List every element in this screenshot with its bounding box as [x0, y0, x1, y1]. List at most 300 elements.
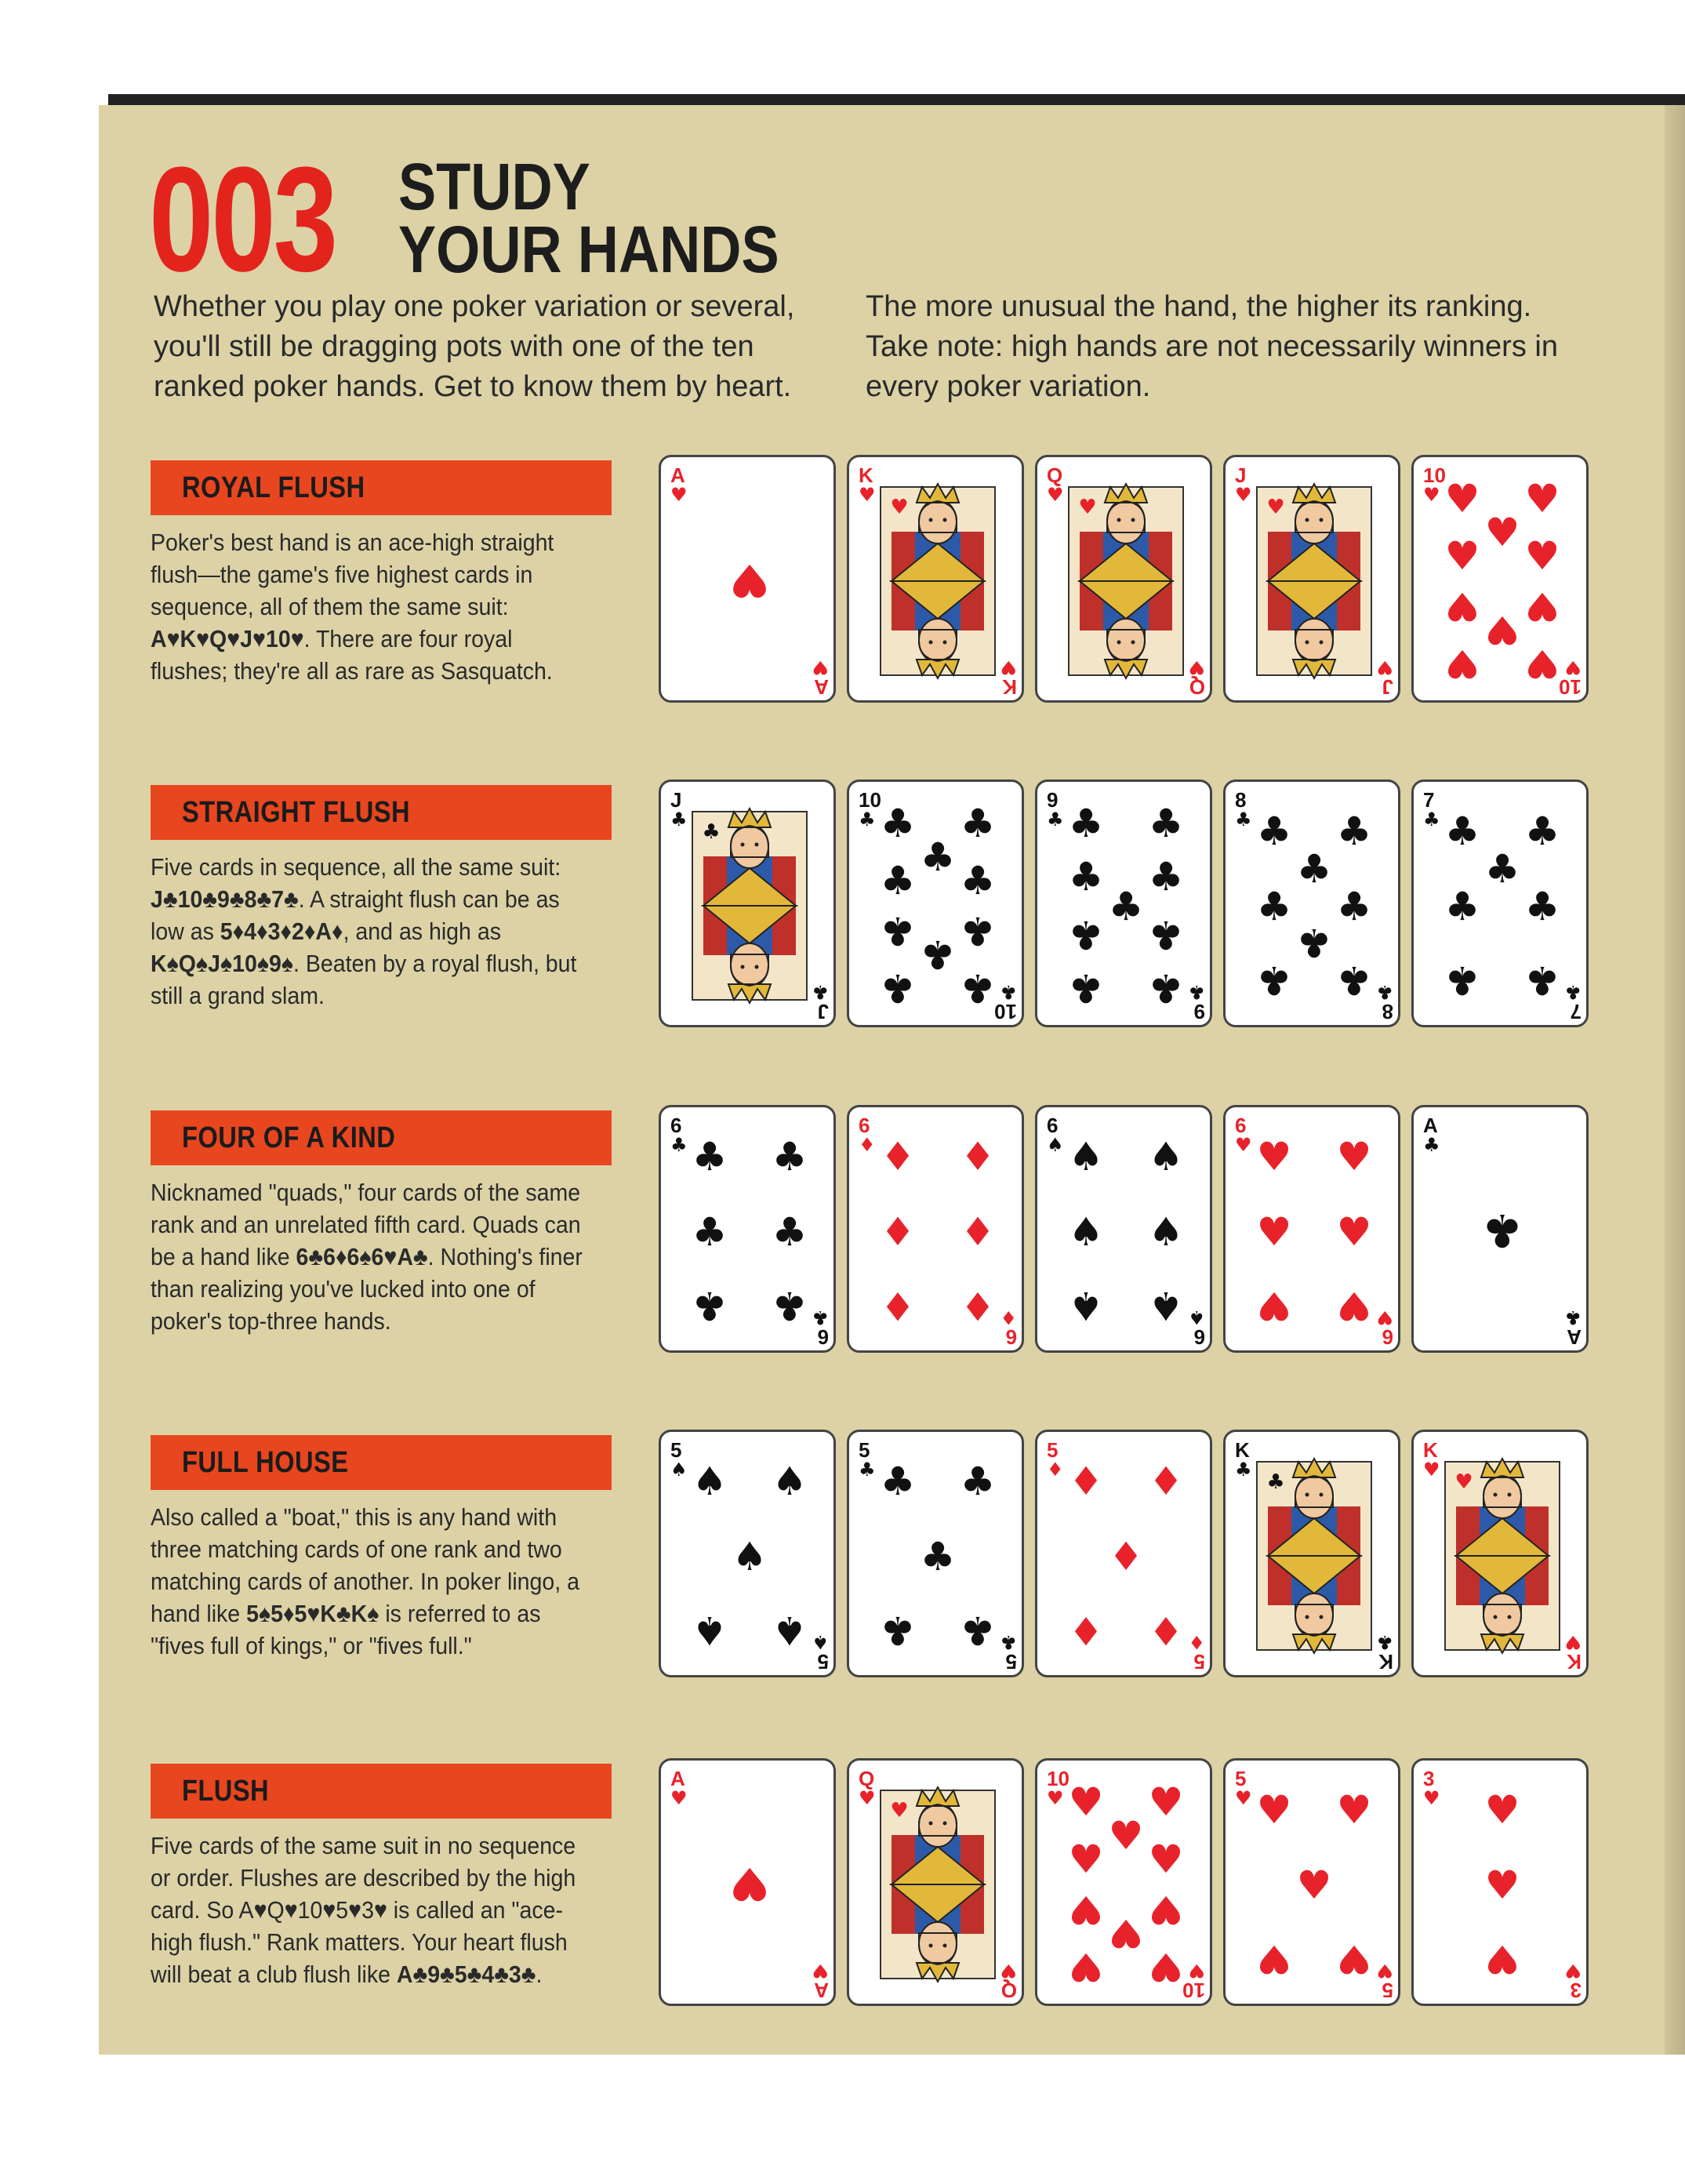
card-face	[849, 1432, 1024, 1677]
clubs-pip-icon: ♣	[920, 932, 956, 977]
hearts-suit-icon: ♥	[1423, 1459, 1440, 1481]
hand-description	[151, 1501, 583, 1662]
hearts-pip-icon: ♥	[1484, 1787, 1520, 1833]
spades-suit-icon: ♠	[1047, 1134, 1064, 1156]
card-face	[1037, 782, 1212, 1027]
playing-card-a-of-hearts	[659, 1758, 836, 2006]
card-rank-index: 7	[1570, 1000, 1582, 1023]
hearts-suit-icon: ♥	[1376, 656, 1393, 678]
hearts-pip-icon: ♥	[1068, 1779, 1104, 1825]
playing-card-k-of-hearts	[1411, 1430, 1589, 1677]
clubs-pip-icon: ♣	[692, 1209, 728, 1255]
clubs-pip-icon: ♣	[1256, 884, 1292, 929]
hearts-pip-icon: ♥	[1484, 1862, 1520, 1908]
diamonds-suit-icon: ♦	[1188, 1631, 1205, 1653]
clubs-pip-icon: ♣	[1256, 809, 1292, 854]
playing-card-k-of-hearts	[847, 455, 1024, 703]
hearts-suit-icon: ♥	[670, 484, 688, 506]
hearts-pip-icon: ♥	[1336, 1134, 1372, 1179]
hearts-suit-icon: ♥	[1078, 496, 1097, 519]
hearts-suit-icon: ♥	[1564, 1960, 1582, 1982]
hearts-pip-icon: ♥	[1256, 1209, 1292, 1255]
card-face	[661, 1107, 836, 1353]
hand-label-bar	[151, 785, 612, 840]
example-hand: 5♦4♦3♦2♦A♦	[220, 918, 343, 945]
card-rank-index: 5	[1193, 1650, 1205, 1673]
clubs-suit-icon: ♣	[1235, 1459, 1252, 1481]
intro-left: Whether you play one poker variation or several, you'll still be dragging pots with one of the ten ranked poker hands. Get to know them by heart.	[154, 290, 795, 403]
hearts-pip-icon: ♥	[1068, 1887, 1104, 1932]
card-rank-index: 3	[1423, 1767, 1435, 1790]
hearts-pip-icon: ♥	[729, 554, 770, 608]
card-face	[849, 1107, 1024, 1353]
card-rank-index: K	[1567, 1650, 1582, 1673]
clubs-pip-icon: ♣	[880, 858, 916, 903]
clubs-suit-icon: ♣	[1376, 1631, 1393, 1653]
card-rank-index: 6	[859, 1114, 870, 1137]
spades-suit-icon: ♠	[670, 1459, 688, 1481]
playing-card-10-of-hearts	[1411, 455, 1589, 703]
clubs-pip-icon: ♣	[1336, 809, 1372, 854]
hearts-suit-icon: ♥	[1000, 1960, 1017, 1982]
clubs-suit-icon: ♣	[859, 1459, 876, 1481]
hearts-suit-icon: ♥	[859, 484, 876, 506]
description-text: , and as high as	[343, 918, 501, 945]
hearts-pip-icon: ♥	[1484, 510, 1520, 555]
hand-label: STRAIGHT FLUSH	[182, 796, 411, 829]
card-rank-index: 3	[1570, 1979, 1582, 2002]
card-rank-index: J	[670, 788, 682, 812]
hearts-pip-icon: ♥	[1336, 1283, 1372, 1328]
diamonds-suit-icon: ♦	[859, 1134, 876, 1156]
card-rank-index: 5	[1047, 1438, 1059, 1462]
card-rank-index: J	[1235, 463, 1247, 487]
hearts-pip-icon: ♥	[1336, 1787, 1372, 1833]
clubs-pip-icon: ♣	[1148, 965, 1184, 1011]
spades-pip-icon: ♠	[692, 1459, 728, 1504]
playing-card-5-of-hearts	[1223, 1758, 1400, 2006]
hearts-pip-icon: ♥	[1108, 1813, 1144, 1859]
card-face	[1037, 1761, 1212, 2006]
playing-card-3-of-hearts	[1411, 1758, 1589, 2006]
clubs-pip-icon: ♣	[1148, 854, 1184, 899]
hearts-pip-icon: ♥	[1148, 1887, 1184, 1932]
clubs-suit-icon: ♣	[1188, 981, 1205, 1003]
clubs-pip-icon: ♣	[1524, 958, 1560, 1003]
clubs-pip-icon: ♣	[1444, 884, 1480, 929]
card-rank-index: 5	[670, 1438, 682, 1462]
card-face	[849, 1761, 1024, 2006]
clubs-suit-icon: ♣	[812, 981, 829, 1003]
hearts-pip-icon: ♥	[1444, 476, 1480, 521]
card-rank-index: J	[1382, 675, 1393, 699]
hearts-suit-icon: ♥	[1454, 1470, 1473, 1494]
hearts-suit-icon: ♥	[1266, 496, 1285, 519]
spades-pip-icon: ♠	[1148, 1209, 1184, 1255]
hand-description	[151, 526, 583, 687]
clubs-pip-icon: ♣	[1068, 965, 1104, 1011]
clubs-suit-icon: ♣	[1564, 981, 1582, 1003]
hand-description	[151, 1176, 583, 1337]
diamonds-suit-icon: ♦	[1000, 1306, 1017, 1328]
diamonds-pip-icon: ♦	[1108, 1534, 1144, 1579]
hand-label: FOUR OF A KIND	[182, 1121, 396, 1154]
hearts-suit-icon: ♥	[1235, 484, 1252, 506]
card-face	[1037, 1107, 1212, 1353]
playing-card-6-of-hearts	[1223, 1105, 1400, 1353]
description-text: Also called a "boat," this is any hand with three matching cards of one rank and two matching cards of another. In poker lingo, a hand like	[151, 1503, 579, 1627]
card-face	[1226, 457, 1400, 703]
card-rank-index: 10	[1182, 1979, 1205, 2002]
card-face	[1226, 1432, 1400, 1677]
hearts-suit-icon: ♥	[670, 1787, 688, 1809]
clubs-pip-icon: ♣	[1148, 912, 1184, 958]
hand-label-bar	[151, 1110, 612, 1165]
hand-label-bar	[151, 1764, 612, 1819]
card-face	[1414, 782, 1589, 1027]
card-face	[1037, 1432, 1212, 1677]
playing-card-a-of-hearts	[659, 455, 836, 703]
diamonds-pip-icon: ♦	[880, 1134, 916, 1179]
title-line-2: YOUR HANDS	[398, 213, 779, 286]
description-text: . There are four royal flushes; they're all as rare as Sasquatch.	[151, 625, 553, 685]
clubs-suit-icon: ♣	[670, 1134, 688, 1156]
hand-description	[151, 851, 583, 1012]
hand-label: FLUSH	[182, 1775, 270, 1808]
example-hand: A♥K♥Q♥J♥10♥	[151, 625, 304, 652]
description-text: Five cards in sequence, all the same suit:	[151, 853, 561, 881]
clubs-pip-icon: ♣	[1068, 801, 1104, 846]
card-face	[1226, 782, 1400, 1027]
clubs-pip-icon: ♣	[1068, 912, 1104, 958]
spades-pip-icon: ♠	[732, 1534, 768, 1579]
card-rank-index: A	[1567, 1325, 1582, 1349]
clubs-suit-icon: ♣	[812, 1306, 829, 1328]
hearts-suit-icon: ♥	[1235, 1134, 1252, 1156]
diamonds-pip-icon: ♦	[1068, 1459, 1104, 1504]
description-text: Poker's best hand is an ace-high straight flush—the game's five highest cards in sequence, all of them the same suit:	[151, 529, 554, 620]
clubs-suit-icon: ♣	[1423, 809, 1440, 830]
hearts-suit-icon: ♥	[812, 1960, 829, 1982]
hearts-suit-icon: ♥	[1564, 656, 1582, 678]
spades-suit-icon: ♠	[1188, 1306, 1205, 1328]
hand-label-bar	[151, 460, 612, 515]
card-rank-index: 6	[1047, 1114, 1059, 1137]
hearts-pip-icon: ♥	[1148, 1779, 1184, 1825]
card-face	[661, 782, 836, 1027]
hearts-suit-icon: ♥	[1564, 1631, 1582, 1653]
diamonds-pip-icon: ♦	[960, 1134, 996, 1179]
hearts-pip-icon: ♥	[1336, 1936, 1372, 1982]
playing-card-5-of-diamonds	[1035, 1430, 1212, 1677]
playing-card-10-of-clubs	[847, 779, 1024, 1027]
clubs-pip-icon: ♣	[1108, 884, 1144, 929]
card-rank-index: 10	[1423, 463, 1446, 487]
clubs-pip-icon: ♣	[1148, 801, 1184, 846]
card-rank-index: 10	[1559, 675, 1582, 699]
clubs-pip-icon: ♣	[1444, 958, 1480, 1003]
spades-pip-icon: ♠	[772, 1608, 808, 1653]
clubs-pip-icon: ♣	[960, 965, 996, 1011]
playing-card-7-of-clubs	[1411, 779, 1589, 1027]
clubs-suit-icon: ♣	[1000, 981, 1017, 1003]
card-face	[1414, 457, 1589, 703]
description-text: . Beaten by a royal flush, but still a grand slam.	[151, 950, 577, 1009]
hearts-suit-icon: ♥	[1047, 1787, 1064, 1809]
hand-label: FULL HOUSE	[182, 1446, 349, 1479]
description-text: Nicknamed "quads," four cards of the same rank and an unrelated fifth card. Quads can be a hand like	[151, 1179, 581, 1270]
clubs-suit-icon: ♣	[1000, 1631, 1017, 1653]
hearts-pip-icon: ♥	[1296, 1862, 1332, 1908]
spades-pip-icon: ♠	[1068, 1134, 1104, 1179]
clubs-suit-icon: ♣	[1266, 1470, 1285, 1494]
card-rank-index: A	[670, 463, 685, 487]
hearts-pip-icon: ♥	[1336, 1209, 1372, 1255]
card-rank-index: 10	[1047, 1767, 1069, 1790]
clubs-pip-icon: ♣	[880, 1608, 916, 1653]
clubs-suit-icon: ♣	[1564, 1306, 1582, 1328]
hearts-pip-icon: ♥	[1148, 1837, 1184, 1882]
card-rank-index: 8	[1235, 788, 1247, 812]
clubs-pip-icon: ♣	[960, 1459, 996, 1504]
card-rank-index: 6	[670, 1114, 682, 1137]
hearts-pip-icon: ♥	[1524, 533, 1560, 579]
hearts-pip-icon: ♥	[1256, 1787, 1292, 1833]
hearts-pip-icon: ♥	[729, 1857, 770, 1911]
hearts-pip-icon: ♥	[1256, 1283, 1292, 1328]
clubs-pip-icon: ♣	[960, 858, 996, 903]
hearts-pip-icon: ♥	[1524, 583, 1560, 629]
card-rank-index: Q	[1047, 463, 1063, 487]
card-face	[661, 457, 836, 703]
hearts-pip-icon: ♥	[1148, 1944, 1184, 1990]
hearts-suit-icon: ♥	[859, 1787, 876, 1809]
card-rank-index: Q	[1000, 1979, 1017, 2002]
hearts-suit-icon: ♥	[1188, 1960, 1205, 1982]
hearts-pip-icon: ♥	[1108, 1910, 1144, 1956]
hearts-pip-icon: ♥	[1484, 1936, 1520, 1982]
hearts-pip-icon: ♥	[1256, 1936, 1292, 1982]
hearts-pip-icon: ♥	[1068, 1944, 1104, 1990]
playing-card-10-of-hearts	[1035, 1758, 1212, 2006]
hearts-suit-icon: ♥	[1047, 484, 1064, 506]
spades-suit-icon: ♠	[812, 1631, 829, 1653]
card-rank-index: 5	[1382, 1979, 1393, 2002]
card-rank-index: K	[1423, 1438, 1438, 1462]
example-hand: A♣9♣5♣4♣3♣	[396, 1961, 536, 1988]
card-face	[661, 1432, 836, 1677]
card-face	[1226, 1107, 1400, 1353]
card-rank-index: A	[814, 675, 829, 699]
hearts-suit-icon: ♥	[890, 1799, 909, 1822]
page-edge	[1665, 105, 1685, 2055]
section-number: 003	[149, 136, 336, 303]
card-face	[661, 1761, 836, 2006]
clubs-pip-icon: ♣	[920, 1534, 956, 1579]
clubs-suit-icon: ♣	[670, 809, 688, 830]
clubs-pip-icon: ♣	[1482, 1204, 1523, 1258]
hand-label-bar	[151, 1435, 612, 1490]
clubs-pip-icon: ♣	[880, 801, 916, 846]
playing-card-j-of-clubs	[659, 779, 836, 1027]
card-rank-index: 5	[1235, 1767, 1247, 1790]
hearts-pip-icon: ♥	[1444, 641, 1480, 686]
top-rule	[108, 94, 1685, 105]
hearts-suit-icon: ♥	[1376, 1306, 1393, 1328]
clubs-pip-icon: ♣	[1336, 958, 1372, 1003]
card-rank-index: 6	[1235, 1114, 1247, 1137]
card-face	[1037, 457, 1212, 703]
card-rank-index: 5	[817, 1650, 829, 1673]
example-hand: K♠Q♠J♠10♠9♠	[151, 950, 293, 977]
clubs-pip-icon: ♣	[880, 908, 916, 954]
description-text: . A straight flush can be as low as	[151, 885, 560, 945]
intro-right: The more unusual the hand, the higher its ranking. Take note: high hands are not necessarily winners in every poker variation.	[866, 290, 1558, 403]
card-rank-index: 10	[859, 788, 881, 812]
clubs-pip-icon: ♣	[880, 1459, 916, 1504]
example-hand: 6♣6♦6♠6♥A♣	[296, 1243, 428, 1270]
example-hand: 5♠5♦5♥K♣K♠	[246, 1600, 379, 1627]
diamonds-pip-icon: ♦	[1148, 1608, 1184, 1653]
hearts-pip-icon: ♥	[1524, 476, 1560, 521]
clubs-suit-icon: ♣	[1047, 809, 1064, 830]
title-line-1: STUDY	[398, 150, 590, 223]
clubs-suit-icon: ♣	[859, 809, 876, 830]
clubs-pip-icon: ♣	[1484, 846, 1520, 892]
spades-pip-icon: ♠	[772, 1459, 808, 1504]
playing-card-a-of-clubs	[1411, 1105, 1589, 1353]
clubs-pip-icon: ♣	[880, 965, 916, 1011]
clubs-pip-icon: ♣	[1296, 920, 1332, 965]
hearts-suit-icon: ♥	[1423, 484, 1440, 506]
clubs-pip-icon: ♣	[1068, 854, 1104, 899]
diamonds-pip-icon: ♦	[880, 1283, 916, 1328]
description-text: .	[536, 1961, 543, 1988]
diamonds-pip-icon: ♦	[1068, 1608, 1104, 1653]
clubs-pip-icon: ♣	[1256, 958, 1292, 1003]
clubs-pip-icon: ♣	[960, 908, 996, 954]
hearts-pip-icon: ♥	[1444, 533, 1480, 579]
card-rank-index: K	[1235, 1438, 1250, 1462]
card-rank-index: Q	[1189, 675, 1205, 699]
clubs-pip-icon: ♣	[692, 1283, 728, 1328]
diamonds-pip-icon: ♦	[1148, 1459, 1184, 1504]
card-rank-index: K	[859, 463, 873, 487]
hearts-pip-icon: ♥	[1444, 583, 1480, 629]
card-face	[1226, 1761, 1400, 2006]
spades-pip-icon: ♠	[1148, 1134, 1184, 1179]
clubs-pip-icon: ♣	[1524, 809, 1560, 854]
playing-card-j-of-hearts	[1223, 455, 1400, 703]
spades-pip-icon: ♠	[692, 1608, 728, 1653]
card-rank-index: 6	[1193, 1325, 1205, 1349]
card-rank-index: 9	[1193, 1000, 1205, 1023]
playing-card-8-of-clubs	[1223, 779, 1400, 1027]
card-rank-index: K	[1002, 675, 1017, 699]
playing-card-k-of-clubs	[1223, 1430, 1400, 1677]
clubs-suit-icon: ♣	[702, 820, 721, 844]
card-face	[1414, 1761, 1589, 2006]
clubs-suit-icon: ♣	[1423, 1134, 1440, 1156]
playing-card-6-of-diamonds	[847, 1105, 1024, 1353]
card-rank-index: A	[670, 1767, 685, 1790]
clubs-pip-icon: ♣	[960, 1608, 996, 1653]
card-face	[849, 782, 1024, 1027]
clubs-pip-icon: ♣	[960, 801, 996, 846]
clubs-pip-icon: ♣	[772, 1283, 808, 1328]
card-rank-index: 7	[1423, 788, 1435, 812]
playing-card-q-of-hearts	[847, 1758, 1024, 2006]
card-rank-index: 9	[1047, 788, 1059, 812]
diamonds-pip-icon: ♦	[880, 1209, 916, 1255]
hearts-suit-icon: ♥	[1188, 656, 1205, 678]
clubs-suit-icon: ♣	[1376, 981, 1393, 1003]
card-rank-index: 6	[1005, 1325, 1017, 1349]
clubs-pip-icon: ♣	[772, 1134, 808, 1179]
hearts-pip-icon: ♥	[1068, 1837, 1104, 1882]
diamonds-suit-icon: ♦	[1047, 1459, 1064, 1481]
diamonds-pip-icon: ♦	[960, 1283, 996, 1328]
playing-card-q-of-hearts	[1035, 455, 1212, 703]
card-face	[1414, 1432, 1589, 1677]
playing-card-5-of-spades	[659, 1430, 836, 1677]
playing-card-6-of-clubs	[659, 1105, 836, 1353]
card-rank-index: 8	[1382, 1000, 1393, 1023]
card-face	[1414, 1107, 1589, 1353]
card-rank-index: 10	[994, 1000, 1017, 1023]
clubs-suit-icon: ♣	[1235, 809, 1252, 830]
hearts-pip-icon: ♥	[1524, 641, 1560, 686]
card-rank-index: 6	[817, 1325, 829, 1349]
hearts-suit-icon: ♥	[812, 656, 829, 678]
diamonds-pip-icon: ♦	[960, 1209, 996, 1255]
hearts-suit-icon: ♥	[890, 496, 909, 519]
card-rank-index: K	[1378, 1650, 1393, 1673]
hearts-pip-icon: ♥	[1256, 1134, 1292, 1179]
description-text: Five cards of the same suit in no sequence or order. Flushes are described by the high card. So A♥Q♥10♥5♥3♥ is called an "ace-high flush." Rank matters. Your heart flush will beat a club flush like	[151, 1832, 576, 1988]
clubs-pip-icon: ♣	[920, 834, 956, 880]
description-text: is referred to as "fives full of kings," or "fives full."	[151, 1600, 541, 1659]
hearts-suit-icon: ♥	[1423, 1787, 1440, 1809]
spades-pip-icon: ♠	[1068, 1283, 1104, 1328]
clubs-pip-icon: ♣	[1296, 846, 1332, 892]
card-rank-index: J	[817, 1000, 829, 1023]
card-rank-index: Q	[859, 1767, 875, 1790]
clubs-pip-icon: ♣	[772, 1209, 808, 1255]
hand-description	[151, 1830, 583, 1990]
card-rank-index: 5	[1005, 1650, 1017, 1673]
hearts-suit-icon: ♥	[1376, 1960, 1393, 1982]
description-text: . Nothing's finer than realizing you've lucked into one of poker's top-three hands.	[151, 1243, 583, 1335]
hand-label: ROYAL FLUSH	[182, 471, 365, 504]
clubs-pip-icon: ♣	[1336, 884, 1372, 929]
page-title	[398, 150, 779, 286]
playing-card-9-of-clubs	[1035, 779, 1212, 1027]
hearts-suit-icon: ♥	[1235, 1787, 1252, 1809]
example-hand: J♣10♣9♣8♣7♣	[151, 885, 299, 913]
card-face	[849, 457, 1024, 703]
playing-card-5-of-clubs	[847, 1430, 1024, 1677]
card-rank-index: 6	[1382, 1325, 1393, 1349]
spades-pip-icon: ♠	[1148, 1283, 1184, 1328]
clubs-pip-icon: ♣	[1444, 809, 1480, 854]
card-rank-index: A	[814, 1979, 829, 2002]
playing-card-6-of-spades	[1035, 1105, 1212, 1353]
card-rank-index: A	[1423, 1114, 1438, 1137]
card-rank-index: 5	[859, 1438, 870, 1462]
clubs-pip-icon: ♣	[1524, 884, 1560, 929]
clubs-pip-icon: ♣	[692, 1134, 728, 1179]
